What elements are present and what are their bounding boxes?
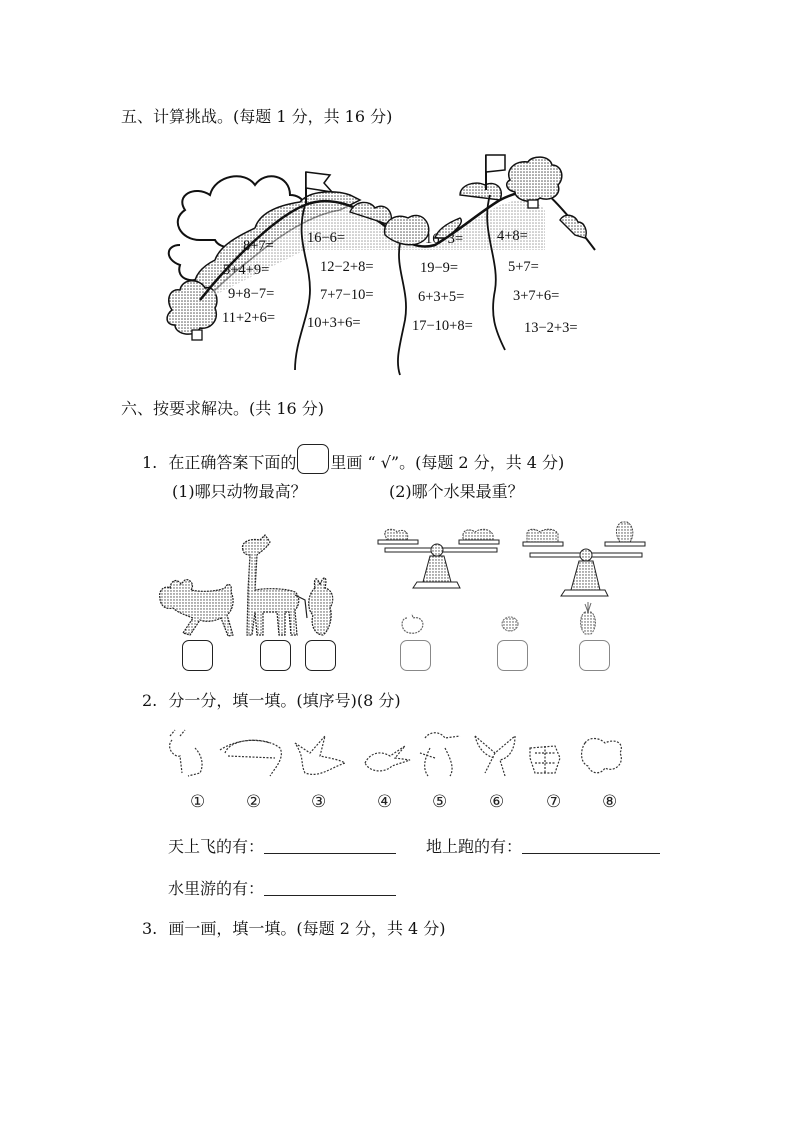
sub-question-1: (1)哪只动物最高？ bbox=[172, 482, 307, 501]
equation: 17−10+8= bbox=[412, 318, 473, 334]
question-2 bbox=[142, 691, 401, 711]
equation: 13−2+3= bbox=[524, 320, 578, 336]
section5-title: 五、计算挑战。(每题 1 分，共 16 分) bbox=[121, 107, 393, 126]
label-6: ⑥ bbox=[489, 792, 505, 812]
question-text-before: 在正确答案下面的 bbox=[168, 453, 297, 472]
answer-box-rabbit[interactable] bbox=[305, 640, 336, 671]
equation: 11+2+6= bbox=[222, 310, 275, 326]
label-1: ① bbox=[190, 792, 206, 812]
run-label: 地上跑的有： bbox=[426, 837, 523, 856]
example-box bbox=[297, 444, 329, 474]
equation: 4+8= bbox=[497, 228, 528, 244]
fly-row bbox=[168, 837, 396, 857]
run-row bbox=[426, 837, 660, 857]
run-answer-blank[interactable] bbox=[522, 837, 660, 854]
answer-box-plum[interactable] bbox=[497, 640, 528, 671]
turtle-icon bbox=[530, 746, 560, 773]
equation: 10+3+6= bbox=[307, 315, 361, 331]
label-5: ⑤ bbox=[432, 792, 448, 812]
hills-illustration bbox=[160, 150, 600, 380]
animals-illustration bbox=[155, 530, 345, 640]
fruits-illustration bbox=[395, 600, 615, 640]
butterfly-icon bbox=[475, 736, 515, 776]
balance-scale-1 bbox=[378, 529, 499, 588]
question-text-after: 里画 “ √”。(每题 2 分，共 4 分) bbox=[330, 453, 565, 472]
label-2: ② bbox=[246, 792, 262, 812]
equation: 16−3= bbox=[425, 231, 464, 247]
question-text: 画一画，填一填。(每题 2 分，共 4 分) bbox=[168, 919, 446, 938]
equation: 19−9= bbox=[420, 260, 459, 276]
crab-icon bbox=[582, 738, 622, 772]
equation: 6+3+5= bbox=[418, 289, 465, 305]
question-number: 1. bbox=[142, 453, 158, 472]
question-number: 2. bbox=[142, 691, 158, 710]
question-number: 3. bbox=[142, 919, 158, 938]
label-7: ⑦ bbox=[546, 792, 562, 812]
apple-icon bbox=[402, 614, 423, 633]
cow-icon bbox=[160, 580, 233, 636]
swim-row bbox=[168, 879, 396, 899]
label-3: ③ bbox=[311, 792, 327, 812]
animal-figures-row bbox=[160, 728, 640, 783]
pineapple-icon bbox=[581, 602, 596, 634]
equation: 7+7−10= bbox=[320, 287, 374, 303]
equation: 9+8−7= bbox=[228, 286, 275, 302]
giraffe-icon bbox=[242, 535, 307, 635]
question-text: 分一分，填一填。(填序号)(8 分) bbox=[168, 691, 401, 710]
monkey-icon bbox=[420, 733, 460, 776]
swallow-icon bbox=[365, 746, 410, 771]
answer-box-cow[interactable] bbox=[182, 640, 213, 671]
equation: 5+4+9= bbox=[223, 262, 270, 278]
equation: 3+7+6= bbox=[513, 288, 560, 304]
label-4: ④ bbox=[377, 792, 393, 812]
deer-icon bbox=[170, 730, 202, 776]
equation: 8+7= bbox=[243, 238, 274, 254]
question-3 bbox=[142, 919, 446, 939]
balance-scale-2 bbox=[523, 522, 645, 596]
swim-label: 水里游的有： bbox=[168, 879, 265, 898]
plum-icon bbox=[502, 617, 518, 631]
fly-answer-blank[interactable] bbox=[264, 837, 396, 854]
equation: 16−6= bbox=[307, 230, 346, 246]
sub-question-2: (2)哪个水果最重？ bbox=[389, 482, 524, 501]
label-8: ⑧ bbox=[602, 792, 618, 812]
question-1 bbox=[142, 444, 564, 474]
equation: 12−2+8= bbox=[320, 259, 374, 275]
fly-label: 天上飞的有： bbox=[168, 837, 265, 856]
equation: 5+7= bbox=[508, 259, 539, 275]
shrimp-icon bbox=[220, 740, 281, 776]
rabbit-icon bbox=[309, 578, 333, 635]
dove-icon bbox=[295, 736, 345, 774]
answer-box-pineapple[interactable] bbox=[579, 640, 610, 671]
answer-box-giraffe[interactable] bbox=[260, 640, 291, 671]
swim-answer-blank[interactable] bbox=[264, 879, 396, 896]
answer-box-apple[interactable] bbox=[400, 640, 431, 671]
section6-title: 六、按要求解决。(共 16 分) bbox=[121, 399, 325, 418]
